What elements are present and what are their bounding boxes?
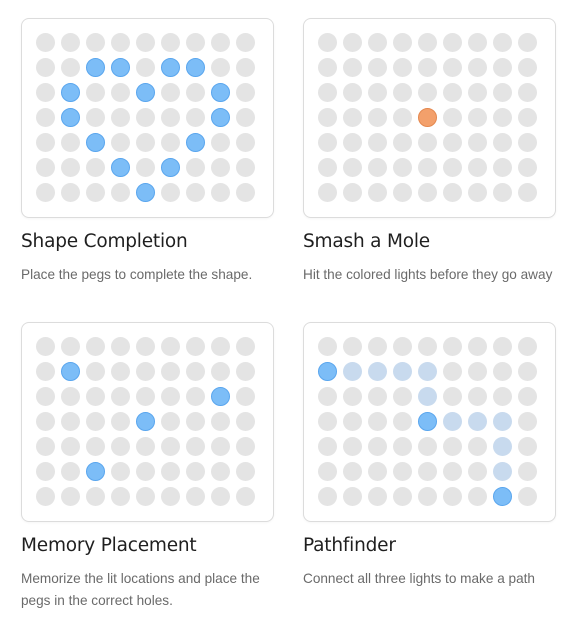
- game-board-preview: [21, 18, 274, 218]
- peg-hole: [368, 108, 387, 127]
- peg-hole-blue: [161, 58, 180, 77]
- peg-hole-blue: [418, 412, 437, 431]
- peg-hole: [186, 362, 205, 381]
- peg-hole: [236, 337, 255, 356]
- peg-hole: [343, 337, 362, 356]
- game-title: Pathfinder: [303, 535, 396, 556]
- peg-hole: [211, 362, 230, 381]
- peg-hole: [343, 412, 362, 431]
- game-title: Shape Completion: [21, 231, 188, 252]
- peg-hole: [468, 33, 487, 52]
- peg-hole-light: [443, 412, 462, 431]
- peg-hole-light: [418, 387, 437, 406]
- peg-hole-light: [493, 462, 512, 481]
- peg-hole-blue: [111, 158, 130, 177]
- game-board-preview: [303, 18, 556, 218]
- peg-hole-blue: [186, 133, 205, 152]
- peg-hole: [236, 387, 255, 406]
- peg-hole: [318, 133, 337, 152]
- peg-hole: [443, 33, 462, 52]
- peg-hole: [61, 133, 80, 152]
- peg-hole: [186, 108, 205, 127]
- peg-hole: [418, 58, 437, 77]
- peg-hole: [161, 337, 180, 356]
- peg-hole: [468, 337, 487, 356]
- peg-hole: [443, 183, 462, 202]
- peg-hole: [518, 387, 537, 406]
- peg-hole: [111, 183, 130, 202]
- peg-hole: [368, 437, 387, 456]
- peg-hole: [211, 487, 230, 506]
- peg-hole: [61, 437, 80, 456]
- game-description: Memorize the lit locations and place the pegs in the correct holes.: [21, 571, 260, 608]
- game-board-preview: [21, 322, 274, 522]
- peg-hole: [86, 412, 105, 431]
- peg-hole: [186, 412, 205, 431]
- peg-hole: [418, 183, 437, 202]
- peg-hole: [368, 412, 387, 431]
- peg-hole: [186, 487, 205, 506]
- game-card-shape-completion[interactable]: [21, 18, 274, 286]
- peg-hole: [343, 462, 362, 481]
- peg-hole: [493, 133, 512, 152]
- peg-hole: [36, 133, 55, 152]
- peg-hole: [343, 158, 362, 177]
- peg-hole: [468, 462, 487, 481]
- peg-hole: [161, 487, 180, 506]
- peg-hole: [443, 133, 462, 152]
- peg-hole: [236, 487, 255, 506]
- peg-hole: [493, 58, 512, 77]
- peg-hole: [493, 108, 512, 127]
- peg-hole: [111, 337, 130, 356]
- peg-hole: [418, 487, 437, 506]
- peg-hole-light: [343, 362, 362, 381]
- peg-hole: [468, 362, 487, 381]
- game-description: Connect all three lights to make a path: [303, 571, 535, 586]
- peg-hole: [468, 83, 487, 102]
- peg-hole: [493, 337, 512, 356]
- peg-hole: [318, 158, 337, 177]
- peg-hole: [111, 33, 130, 52]
- peg-grid: [36, 33, 255, 202]
- peg-hole: [443, 487, 462, 506]
- peg-hole: [393, 58, 412, 77]
- peg-hole: [518, 437, 537, 456]
- peg-hole: [61, 33, 80, 52]
- peg-hole: [236, 462, 255, 481]
- peg-hole: [443, 337, 462, 356]
- peg-hole: [211, 58, 230, 77]
- peg-hole: [186, 158, 205, 177]
- game-card-smash-a-mole[interactable]: [303, 18, 556, 286]
- peg-hole: [36, 33, 55, 52]
- peg-hole: [468, 437, 487, 456]
- peg-hole: [36, 108, 55, 127]
- peg-grid: [318, 337, 537, 506]
- peg-hole: [318, 183, 337, 202]
- peg-grid: [36, 337, 255, 506]
- peg-hole: [61, 183, 80, 202]
- peg-hole: [368, 33, 387, 52]
- peg-hole: [493, 33, 512, 52]
- peg-hole: [468, 133, 487, 152]
- peg-hole: [86, 33, 105, 52]
- peg-hole: [518, 108, 537, 127]
- peg-hole: [36, 337, 55, 356]
- peg-hole: [518, 337, 537, 356]
- peg-hole: [111, 362, 130, 381]
- peg-hole: [443, 362, 462, 381]
- peg-hole: [418, 83, 437, 102]
- peg-hole: [368, 158, 387, 177]
- peg-hole: [343, 437, 362, 456]
- peg-hole: [368, 487, 387, 506]
- peg-hole: [393, 412, 412, 431]
- peg-hole: [443, 437, 462, 456]
- peg-hole-blue: [86, 133, 105, 152]
- peg-hole: [518, 158, 537, 177]
- peg-hole: [111, 83, 130, 102]
- peg-hole: [318, 58, 337, 77]
- peg-hole: [468, 183, 487, 202]
- peg-hole: [343, 183, 362, 202]
- peg-hole: [36, 437, 55, 456]
- peg-hole: [186, 337, 205, 356]
- peg-hole-blue: [136, 183, 155, 202]
- peg-hole: [518, 33, 537, 52]
- game-card-memory-placement[interactable]: [21, 322, 274, 612]
- peg-hole: [236, 83, 255, 102]
- peg-hole-blue: [318, 362, 337, 381]
- peg-hole: [61, 387, 80, 406]
- peg-hole: [36, 387, 55, 406]
- peg-hole: [86, 387, 105, 406]
- peg-hole: [211, 412, 230, 431]
- peg-hole: [161, 437, 180, 456]
- peg-hole: [343, 83, 362, 102]
- peg-hole-blue: [211, 108, 230, 127]
- peg-hole: [211, 183, 230, 202]
- peg-hole: [443, 462, 462, 481]
- peg-hole: [443, 158, 462, 177]
- peg-hole: [111, 387, 130, 406]
- peg-hole: [136, 158, 155, 177]
- peg-hole: [186, 83, 205, 102]
- peg-hole: [393, 437, 412, 456]
- peg-hole: [468, 487, 487, 506]
- peg-hole: [136, 387, 155, 406]
- peg-hole: [36, 487, 55, 506]
- peg-hole: [211, 462, 230, 481]
- peg-hole: [318, 33, 337, 52]
- peg-hole: [86, 337, 105, 356]
- peg-hole: [111, 462, 130, 481]
- peg-hole: [443, 83, 462, 102]
- peg-hole: [493, 387, 512, 406]
- peg-hole-blue: [136, 83, 155, 102]
- peg-hole: [343, 108, 362, 127]
- peg-hole: [518, 362, 537, 381]
- peg-hole: [418, 462, 437, 481]
- peg-hole: [418, 437, 437, 456]
- peg-hole: [418, 33, 437, 52]
- peg-hole: [161, 83, 180, 102]
- peg-hole: [211, 33, 230, 52]
- peg-hole-blue: [86, 58, 105, 77]
- peg-hole: [443, 108, 462, 127]
- peg-hole: [418, 133, 437, 152]
- peg-hole: [468, 58, 487, 77]
- peg-hole: [86, 362, 105, 381]
- peg-hole: [136, 337, 155, 356]
- peg-hole: [236, 133, 255, 152]
- peg-hole: [86, 158, 105, 177]
- game-description: Hit the colored lights before they go away: [303, 267, 553, 282]
- peg-hole: [443, 58, 462, 77]
- peg-hole: [186, 183, 205, 202]
- peg-hole: [343, 133, 362, 152]
- peg-hole: [186, 437, 205, 456]
- peg-hole: [161, 462, 180, 481]
- peg-hole-light: [393, 362, 412, 381]
- game-board-preview: [303, 322, 556, 522]
- peg-hole-blue: [61, 362, 80, 381]
- peg-hole: [136, 33, 155, 52]
- peg-hole-orange: [418, 108, 437, 127]
- peg-hole-light: [468, 412, 487, 431]
- peg-hole: [368, 462, 387, 481]
- peg-hole-blue: [493, 487, 512, 506]
- game-title: Smash a Mole: [303, 231, 430, 252]
- peg-hole: [136, 108, 155, 127]
- peg-hole: [136, 462, 155, 481]
- peg-hole: [493, 83, 512, 102]
- peg-hole-blue: [86, 462, 105, 481]
- peg-hole: [468, 108, 487, 127]
- peg-hole: [211, 337, 230, 356]
- peg-hole: [86, 487, 105, 506]
- peg-hole: [186, 462, 205, 481]
- peg-hole-light: [368, 362, 387, 381]
- peg-hole: [318, 337, 337, 356]
- peg-hole: [36, 462, 55, 481]
- peg-hole: [236, 412, 255, 431]
- peg-hole-light: [493, 437, 512, 456]
- peg-hole: [61, 58, 80, 77]
- peg-hole: [318, 412, 337, 431]
- peg-hole: [493, 183, 512, 202]
- peg-hole-blue: [61, 108, 80, 127]
- peg-hole-light: [493, 412, 512, 431]
- peg-hole: [493, 362, 512, 381]
- peg-hole: [468, 387, 487, 406]
- peg-hole: [518, 183, 537, 202]
- peg-hole: [211, 133, 230, 152]
- peg-hole: [111, 108, 130, 127]
- game-card-pathfinder[interactable]: [303, 322, 556, 590]
- peg-hole: [86, 83, 105, 102]
- peg-hole: [36, 83, 55, 102]
- peg-hole: [368, 83, 387, 102]
- peg-hole: [393, 33, 412, 52]
- peg-hole: [368, 387, 387, 406]
- peg-hole: [36, 58, 55, 77]
- peg-hole: [61, 158, 80, 177]
- peg-hole: [343, 387, 362, 406]
- peg-hole-blue: [61, 83, 80, 102]
- peg-hole: [61, 337, 80, 356]
- peg-hole: [61, 462, 80, 481]
- peg-hole: [518, 83, 537, 102]
- peg-hole: [236, 437, 255, 456]
- peg-hole: [393, 337, 412, 356]
- peg-hole: [161, 108, 180, 127]
- peg-hole: [368, 133, 387, 152]
- peg-hole: [61, 487, 80, 506]
- peg-hole: [318, 108, 337, 127]
- peg-hole: [318, 437, 337, 456]
- peg-hole: [61, 412, 80, 431]
- peg-hole: [161, 183, 180, 202]
- peg-hole: [518, 462, 537, 481]
- peg-hole: [161, 362, 180, 381]
- peg-hole: [318, 387, 337, 406]
- peg-hole: [343, 487, 362, 506]
- peg-hole: [393, 462, 412, 481]
- peg-hole: [393, 487, 412, 506]
- peg-hole-blue: [111, 58, 130, 77]
- peg-hole: [136, 58, 155, 77]
- peg-hole: [36, 158, 55, 177]
- peg-hole-blue: [161, 158, 180, 177]
- peg-hole-blue: [186, 58, 205, 77]
- peg-hole: [136, 362, 155, 381]
- peg-hole: [186, 33, 205, 52]
- peg-hole: [111, 412, 130, 431]
- peg-hole: [211, 437, 230, 456]
- peg-hole: [236, 183, 255, 202]
- peg-hole: [161, 387, 180, 406]
- peg-hole: [111, 133, 130, 152]
- peg-hole: [136, 437, 155, 456]
- game-title: Memory Placement: [21, 535, 197, 556]
- peg-hole: [86, 183, 105, 202]
- peg-hole: [86, 108, 105, 127]
- peg-hole-light: [418, 362, 437, 381]
- peg-hole: [136, 487, 155, 506]
- peg-hole-blue: [211, 387, 230, 406]
- peg-hole: [36, 412, 55, 431]
- peg-hole: [368, 337, 387, 356]
- peg-hole: [393, 83, 412, 102]
- peg-hole: [136, 133, 155, 152]
- peg-hole: [493, 158, 512, 177]
- peg-hole: [518, 487, 537, 506]
- peg-hole: [343, 33, 362, 52]
- peg-hole: [418, 337, 437, 356]
- peg-hole: [443, 387, 462, 406]
- peg-hole: [186, 387, 205, 406]
- peg-hole: [343, 58, 362, 77]
- peg-hole: [418, 158, 437, 177]
- peg-hole: [318, 487, 337, 506]
- peg-hole: [86, 437, 105, 456]
- game-description: Place the pegs to complete the shape.: [21, 267, 253, 282]
- peg-hole: [393, 387, 412, 406]
- peg-hole-blue: [136, 412, 155, 431]
- peg-hole: [518, 412, 537, 431]
- peg-hole: [393, 108, 412, 127]
- peg-hole: [368, 58, 387, 77]
- peg-hole: [161, 33, 180, 52]
- peg-hole: [236, 362, 255, 381]
- peg-hole: [318, 462, 337, 481]
- peg-hole: [111, 487, 130, 506]
- peg-grid: [318, 33, 537, 202]
- peg-hole: [236, 33, 255, 52]
- peg-hole: [236, 108, 255, 127]
- peg-hole: [161, 133, 180, 152]
- peg-hole: [236, 58, 255, 77]
- peg-hole: [518, 58, 537, 77]
- peg-hole: [393, 133, 412, 152]
- peg-hole: [36, 183, 55, 202]
- peg-hole: [393, 158, 412, 177]
- peg-hole: [393, 183, 412, 202]
- peg-hole: [368, 183, 387, 202]
- peg-hole: [36, 362, 55, 381]
- peg-hole: [236, 158, 255, 177]
- peg-hole: [518, 133, 537, 152]
- peg-hole: [468, 158, 487, 177]
- peg-hole: [211, 158, 230, 177]
- peg-hole: [318, 83, 337, 102]
- peg-hole: [111, 437, 130, 456]
- peg-hole-blue: [211, 83, 230, 102]
- peg-hole: [161, 412, 180, 431]
